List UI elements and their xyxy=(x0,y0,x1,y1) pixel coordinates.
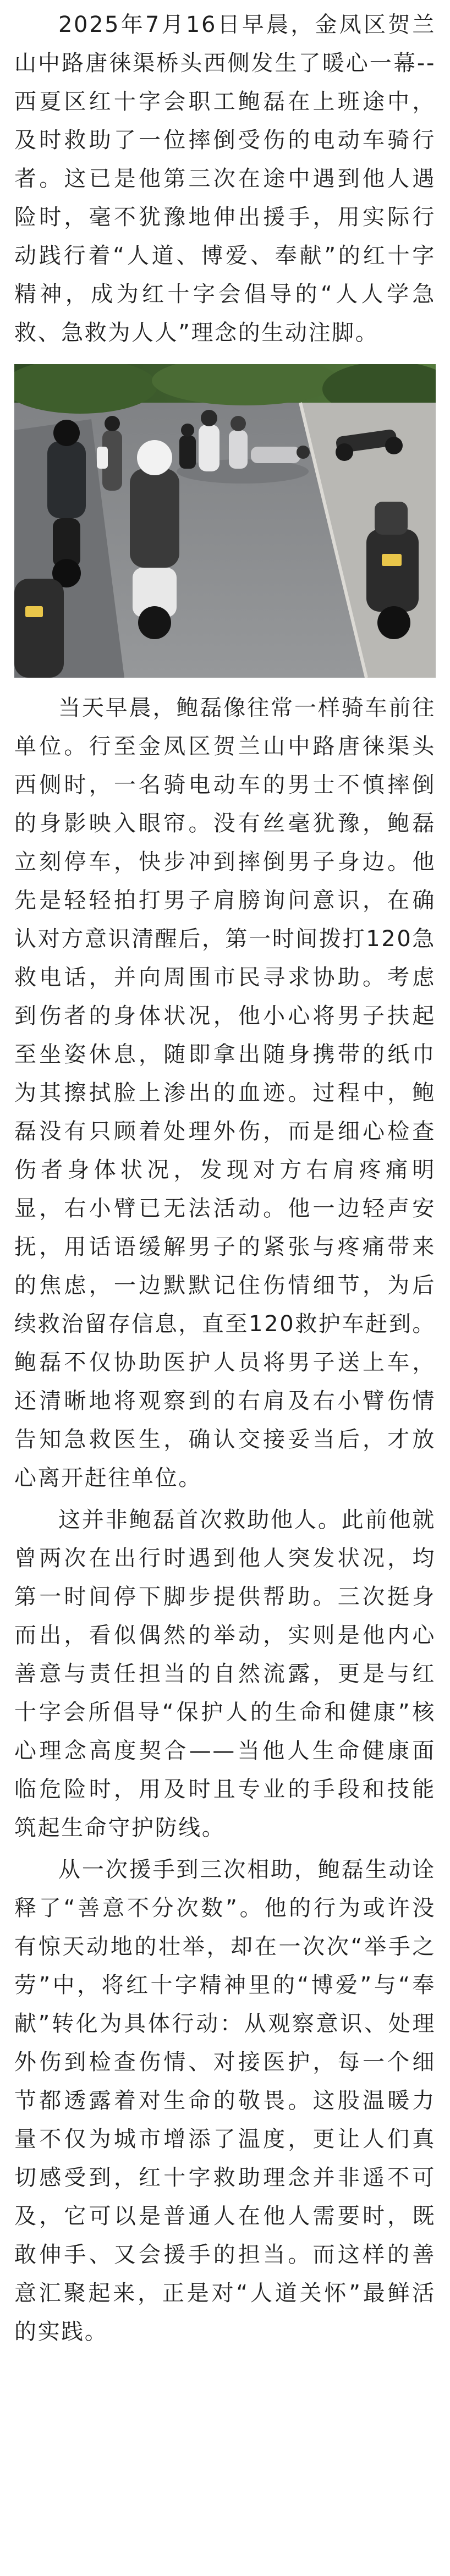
scooter-bottom-left xyxy=(14,579,64,678)
paragraph-2: 当天早晨，鲍磊像往常一样骑车前往单位。行至金凤区贺兰山中路唐徕渠头西侧时，一名骑电动车的男士不慎摔倒的身影映入眼帘。没有丝毫犹豫，鲍磊立刻停车，快步冲到摔倒男子身边。他先是轻轻拍打男子肩膀询问意识，在确认对方意识清醒后，第一时间拨打120急救电话，并向周围市民寻求协助。考虑到伤者的身体状况，他小心将男子扶起至坐姿休息，随即拿出随身携带的纸巾为其擦拭脸上渗出的血迹。过程中，鲍磊没有只顾着处理外伤，而是细心检查伤者身体状况，发现对方右肩疼痛明显，右小臂已无法活动。他一边轻声安抚，用话语缓解男子的紧张与疼痛带来的焦虑，一边默默记住伤情细节，为后续救治留存信息，直至120救护车赶到。鲍磊不仅协助医护人员将男子送上车，还清晰地将观察到的右肩及右小臂伤情告知急救医生，确认交接妥当后，才放心离开赶往单位。 xyxy=(14,695,436,1491)
paragraph-3: 这并非鲍磊首次救助他人。此前他就曾两次在出行时遇到他人突发状况，均第一时间停下脚步提供帮助。三次挺身而出，看似偶然的举动，实则是他内心善意与责任担当的自然流露，更是与红十字会所倡导“保护人的生命和健康”核心理念高度契合——当他人生命健康面临危险时，用及时且专业的手段和技能筑起生命守护防线。 xyxy=(14,1507,436,1841)
paragraph-4: 从一次援手到三次相助，鲍磊生动诠释了“善意不分次数”。他的行为或许没有惊天动地的壮举，却在一次次“举手之劳”中，将红十字精神里的“博爱”与“奉献”转化为具体行动：从观察意识、处理外伤到检查伤情、对接医护，每一个细节都透露着对生命的敬畏。这股温暖力量不仅为城市增添了温度，更让人们真切感受到，红十字救助理念并非遥不可及，它可以是普通人在他人需要时，既敢伸手、又会援手的担当。而这样的善意汇聚起来，正是对“人道关怀”最鲜活的实践。 xyxy=(14,1857,436,2344)
paragraph-1: 2025年7月16日早晨，金凤区贺兰山中路唐徕渠桥头西侧发生了暖心一幕--西夏区红十字会职工鲍磊在上班途中，及时救助了一位摔倒受伤的电动车骑行者。这已是他第三次在途中遇到他人遇险时，毫不犹豫地伸出援手，用实际行动践行着“人道、博爱、奉献”的红十字精神，成为红十字会倡导的“人人学急救、急救为人人”理念的生动注脚。 xyxy=(14,12,436,345)
scene-photo xyxy=(14,364,436,678)
